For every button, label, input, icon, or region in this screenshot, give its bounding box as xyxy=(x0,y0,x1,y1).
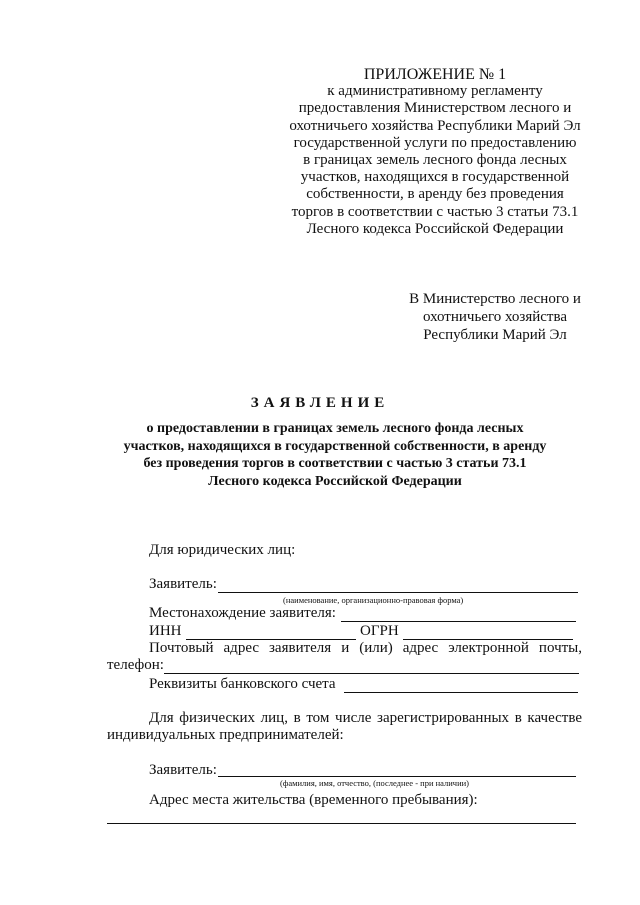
bank-field[interactable] xyxy=(344,692,578,693)
legal-applicant-field[interactable] xyxy=(218,592,578,593)
legal-location-field[interactable] xyxy=(341,621,576,622)
legal-location-label: Местонахождение заявителя: xyxy=(149,605,336,621)
individual-applicant-label: Заявитель: xyxy=(149,762,217,778)
appendix-block xyxy=(270,66,600,238)
subtitle-line: участков, находящихся в государственной собственности, в аренду xyxy=(123,438,547,454)
addressee-line: Республики Марий Эл xyxy=(423,326,567,343)
appendix-line: охотничьего хозяйства Республики Марий Эл xyxy=(289,117,581,134)
addressee-line: охотничьего хозяйства xyxy=(422,308,568,325)
appendix-line: Лесного кодекса Российской Федерации xyxy=(306,220,564,237)
inn-label: ИНН xyxy=(149,623,182,639)
appendix-line: участков, находящихся в государственной xyxy=(300,169,570,186)
bank-label: Реквизиты банковского счета xyxy=(149,676,336,692)
legal-postal-field[interactable] xyxy=(164,673,579,674)
addressee-line: В Министерство лесного и xyxy=(409,291,581,307)
individual-heading: Для физических лиц, в том числе зарегистрированных в качестве xyxy=(149,710,582,726)
legal-applicant-hint: (наименование, организационно-правовая форма) xyxy=(283,595,464,605)
individual-heading-cont: индивидуальных предпринимателей: xyxy=(107,727,344,743)
subtitle-line: без проведения торгов в соответствии с частью 3 статьи 73.1 xyxy=(143,456,527,472)
legal-postal-label: Почтовый адрес заявителя и (или) адрес электронной почты, xyxy=(149,640,582,656)
individual-applicant-field[interactable] xyxy=(218,776,576,777)
residence-label: Адрес места жительства (временного пребывания): xyxy=(149,792,478,808)
addressee-block xyxy=(395,291,595,344)
appendix-title: ПРИЛОЖЕНИЕ № 1 xyxy=(363,66,507,83)
appendix-line: государственной услуги по предоставлению xyxy=(293,134,577,151)
legal-heading: Для юридических лиц: xyxy=(149,542,296,558)
appendix-line: торгов в соответствии с частью 3 статьи 73.1 xyxy=(291,203,579,220)
appendix-line: к административному регламенту xyxy=(327,83,543,100)
legal-phone-label: телефон: xyxy=(107,657,164,673)
appendix-line: предоставления Министерством лесного и xyxy=(298,100,572,117)
residence-field[interactable] xyxy=(107,823,576,824)
subtitle-line: о предоставлении в границах земель лесного фонда лесных xyxy=(146,421,524,436)
appendix-line: собственности, в аренду без проведения xyxy=(306,186,564,203)
subtitle-line: Лесного кодекса Российской Федерации xyxy=(208,474,462,490)
appendix-line: в границах земель лесного фонда лесных xyxy=(303,152,567,169)
individual-applicant-hint: (фамилия, имя, отчество, (последнее - при наличии) xyxy=(280,778,470,788)
ogrn-label: ОГРН xyxy=(360,623,399,639)
document-subtitle xyxy=(95,420,575,491)
document-title: ЗАЯВЛЕНИЕ xyxy=(250,395,390,411)
legal-applicant-label: Заявитель: xyxy=(149,576,217,592)
